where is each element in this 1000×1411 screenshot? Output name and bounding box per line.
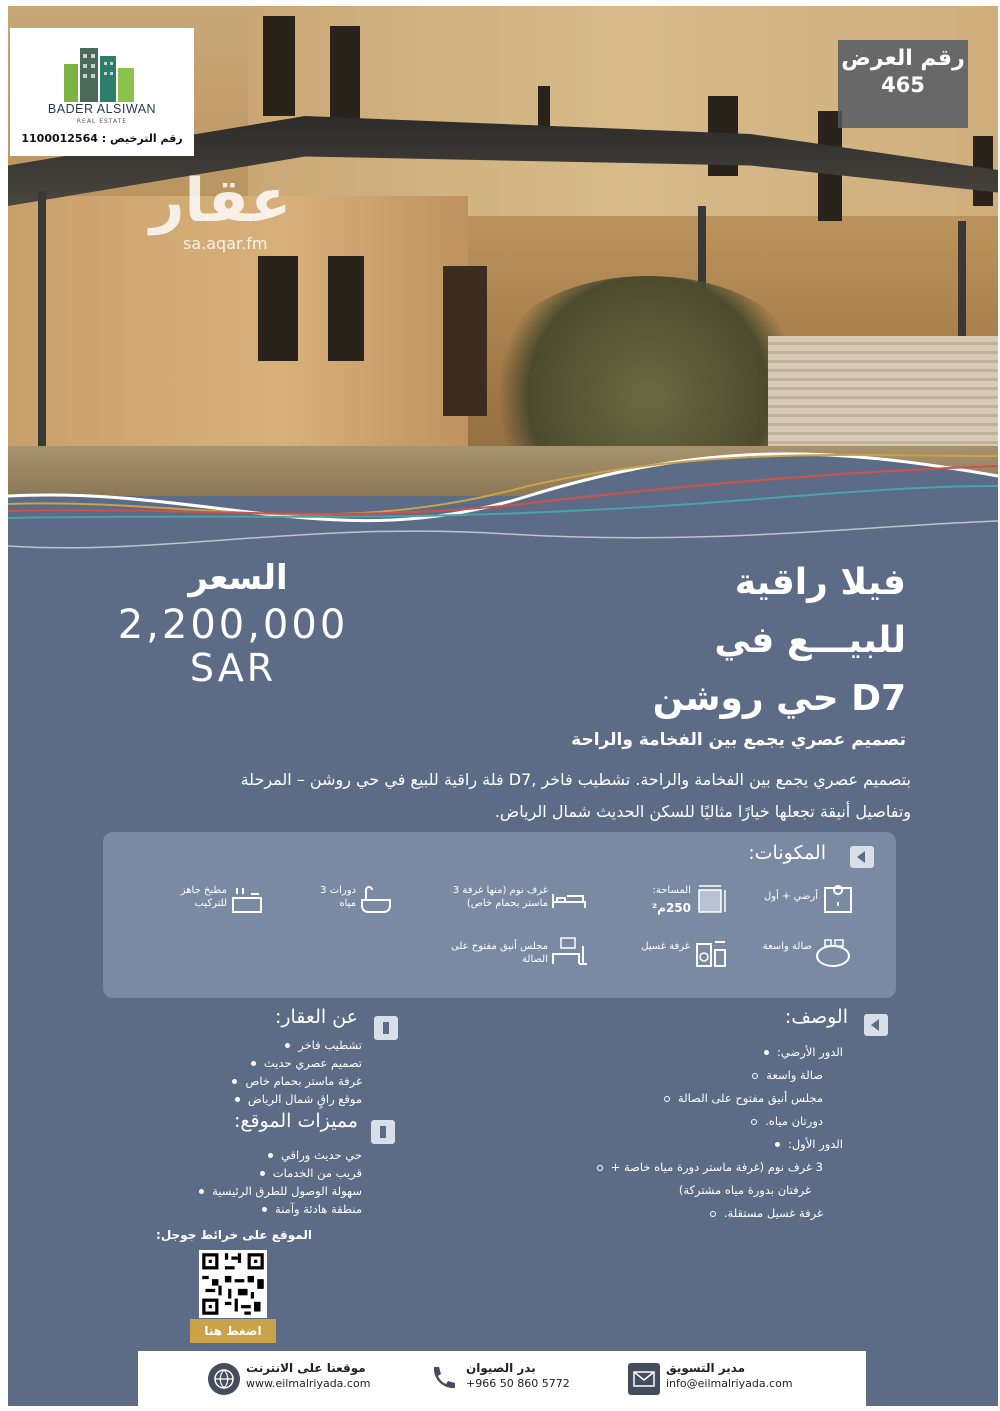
company-logo xyxy=(10,28,194,156)
website-url[interactable]: www.eilmalriyada.com xyxy=(246,1377,371,1390)
buildings-logo-icon xyxy=(60,42,140,102)
component-floors: أرضي + أول xyxy=(763,891,818,902)
list-item: موقع راقٍ شمال الرياض xyxy=(102,1090,362,1108)
component-kitchen: مطبخ جاهز للتركيب xyxy=(180,885,227,909)
title-line-2: للبيـــع في xyxy=(714,620,906,661)
phone-number[interactable]: +966 50 860 5772 xyxy=(466,1377,570,1390)
description-list xyxy=(483,1043,843,1222)
floor-plan-icon xyxy=(821,884,857,916)
globe-icon xyxy=(208,1363,240,1395)
phone-block[interactable] xyxy=(466,1361,570,1391)
company-subtitle: REAL ESTATE xyxy=(76,118,128,125)
offer-number-badge xyxy=(838,40,968,128)
email-address[interactable]: info@eilmalriyada.com xyxy=(666,1377,793,1390)
component-area-label: المساحة: xyxy=(652,885,691,896)
list-item: صالة واسعة xyxy=(483,1066,843,1084)
decorative-waves xyxy=(8,426,998,566)
description-line-2: وتفاصيل أنيقة تجعلها خيارًا مثاليًا للسكن الحديث شمال الرياض. xyxy=(494,802,911,821)
price-value: 2,200,000 xyxy=(117,602,349,648)
about-marker-icon xyxy=(374,1016,398,1040)
offer-number: 465 xyxy=(881,73,925,97)
description-line-1: بتصميم عصري يجمع بين الفخامة والراحة. تشطيب فاخر ,D7 فلة راقية للبيع في حي روشن – المرحلة xyxy=(240,770,911,789)
component-area-value: 250م² xyxy=(651,901,691,915)
listing-subtitle: تصميم عصري يجمع بين الفخامة والراحة xyxy=(571,730,906,750)
section-marker-icon xyxy=(850,846,874,868)
list-item: قريب من الخدمات xyxy=(102,1164,362,1182)
phone-icon xyxy=(426,1363,458,1395)
location-title: مميزات الموقع: xyxy=(233,1110,358,1132)
watermark-logo: عقار xyxy=(150,166,292,236)
component-laundry: غرفة غسيل xyxy=(641,941,690,952)
kitchen-icon xyxy=(229,884,265,916)
location-marker-icon xyxy=(371,1120,395,1144)
description-title: الوصف: xyxy=(784,1006,848,1028)
components-card xyxy=(103,832,896,998)
list-item: 3 غرف نوم (غرفة ماستر دورة مياه خاصة + xyxy=(483,1158,843,1176)
description-marker-icon xyxy=(864,1014,888,1036)
bed-icon xyxy=(551,884,587,916)
location-list xyxy=(102,1146,362,1218)
price-currency: SAR xyxy=(189,646,277,690)
website-label: موقعنا على الانترنت xyxy=(246,1361,366,1375)
list-item: الدور الأرضي: xyxy=(483,1043,843,1061)
list-item: منطقة هادئة وآمنة xyxy=(102,1200,362,1218)
washing-machine-icon xyxy=(693,936,729,968)
list-item: غرفة ماستر بحمام خاص xyxy=(102,1072,362,1090)
list-item: تشطيب فاخر xyxy=(102,1036,362,1054)
components-title: المكونات: xyxy=(748,842,826,864)
list-item: غرفة غسيل مستقلة. xyxy=(483,1204,843,1222)
company-name: BADER ALSIWAN xyxy=(47,102,157,116)
price-label: السعر xyxy=(188,558,288,598)
open-map-button[interactable]: اضغط هنا xyxy=(190,1319,276,1343)
contact-name: بدر الصيوان xyxy=(466,1361,536,1375)
qr-code[interactable] xyxy=(199,1250,267,1318)
list-item: دورتان مياه. xyxy=(483,1112,843,1130)
lounge-icon xyxy=(551,936,587,968)
listing-description xyxy=(111,764,911,828)
watermark-url: sa.aqar.fm xyxy=(183,234,268,253)
map-title: الموقع على خرائط جوجل: xyxy=(156,1228,312,1242)
component-majlis: مجلس أنيق مفتوح على الصالة xyxy=(451,941,548,965)
listing-title xyxy=(446,554,906,728)
about-list xyxy=(102,1036,362,1108)
list-item: حي حديث وراقي xyxy=(102,1146,362,1164)
offer-label: رقم العرض xyxy=(841,46,965,71)
bathtub-icon xyxy=(358,884,394,916)
component-living-room: صالة واسعة xyxy=(762,941,812,952)
contact-role: مدير التسويق xyxy=(666,1361,746,1375)
title-line-3: D7 حي روشن xyxy=(652,678,906,719)
title-line-1: فيلا راقية xyxy=(734,562,906,603)
license-number: رقم الترخيص : 1100012564 xyxy=(21,132,183,145)
area-icon xyxy=(693,884,729,916)
contact-footer xyxy=(138,1351,866,1406)
about-title: عن العقار: xyxy=(274,1006,358,1028)
list-item: سهولة الوصول للطرق الرئيسية xyxy=(102,1182,362,1200)
email-icon xyxy=(628,1363,660,1395)
component-bathrooms: دورات 3 مياه xyxy=(320,885,356,909)
sofa-icon xyxy=(815,936,851,968)
component-bedrooms: غرف نوم (منها غرفة 3 ماستر بحمام خاص) xyxy=(452,885,548,909)
flyer-page xyxy=(8,6,998,1406)
list-item: غرفتان بدورة مياه مشتركة) xyxy=(678,1183,811,1197)
list-item: مجلس أنيق مفتوح على الصالة xyxy=(483,1089,843,1107)
list-item: تصميم عصري حديث xyxy=(102,1054,362,1072)
email-block[interactable] xyxy=(666,1361,793,1391)
list-item: الدور الأول: xyxy=(483,1135,843,1153)
website-block[interactable] xyxy=(246,1361,370,1391)
